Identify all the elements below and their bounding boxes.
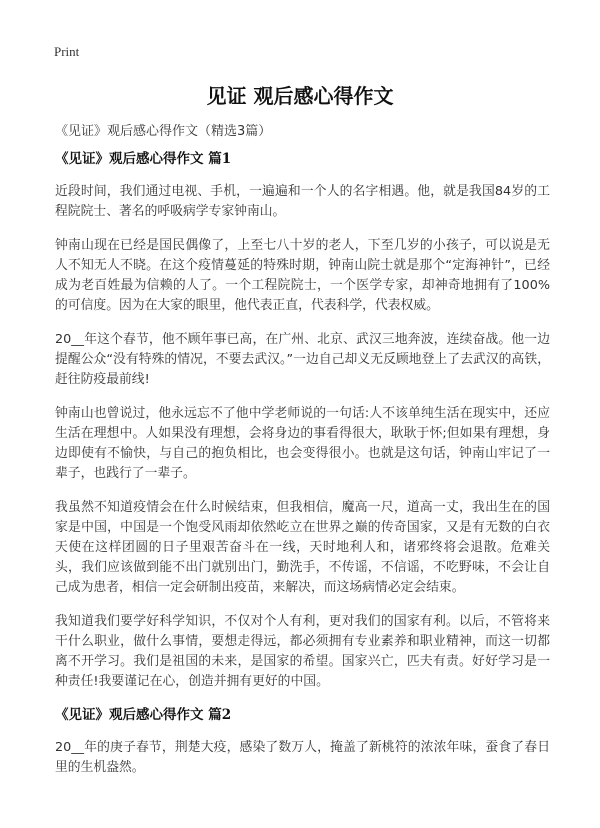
document-body bbox=[55, 150, 550, 792]
section-heading-1: 《见证》观后感心得作文 篇1 bbox=[55, 151, 232, 167]
paragraph: 20__年这个春节，他不顾年事已高，在广州、北京、武汉三地奔波，连续奋战。他一边提醒公众“没有特殊的情况，不要去武汉。”一边自己却义无反顾地登上了去武汉的高铁，赶往防疫最前线! bbox=[55, 332, 550, 387]
section-heading-2: 《见证》观后感心得作文 篇2 bbox=[55, 707, 232, 723]
paragraph: 20__年的庚子春节，荆楚大疫，感染了数万人，掩盖了新桃符的浓浓年味，蚕食了春日里的生机盎然。 bbox=[55, 740, 550, 775]
print-link[interactable]: Print bbox=[54, 44, 80, 59]
paragraph: 近段时间，我们通过电视、手机，一遍遍和一个人的名字相遇。他，就是我国84岁的工程院院士、著名的呼吸病学专家钟南山。 bbox=[55, 184, 550, 219]
paragraph: 我虽然不知道疫情会在什么时候结束，但我相信，魔高一尺，道高一丈，我出生在的国家是中国，中国是一个饱受风雨却依然屹立在世界之巅的传奇国家，又是有无数的白衣天使在这样团圆的日子里艰苦奋斗在一线，天时地利人和，诸邪终将会退散。危难关头，我们应该做到能不出门就别出门，勤洗手，不传谣，不信谣，不吃野味，不会让自己成为患者，相信一定会研制出疫苗，来解决，而这场病情必定会结束。 bbox=[55, 500, 550, 595]
paragraph: 我知道我们要学好科学知识，不仅对个人有利，更对我们的国家有利。以后，不管将来干什么职业，做什么事情，要想走得远，都必须拥有专业素养和职业精神，而这一切都离不开学习。我们是祖国的未来，是国家的希望。国家兴亡，匹夫有责。好好学习是一种责任!我要谨记在心，创造并拥有更好的中国。 bbox=[55, 614, 550, 689]
paragraph: 钟南山也曾说过，他永远忘不了他中学老师说的一句话:人不该单纯生活在现实中，还应生活在理想中。人如果没有理想，会将身边的事看得很大，耿耿于怀;但如果有理想，身边即使有不愉快，与自己的抱负相比，也会变得很小。也就是这句话，钟南山牢记了一辈子，也践行了一辈子。 bbox=[55, 406, 550, 481]
paragraph: 钟南山现在已经是国民偶像了，上至七八十岁的老人，下至几岁的小孩子，可以说是无人不知无人不晓。在这个疫情蔓延的特殊时期，钟南山院士就是那个“定海神针”，已经成为老百姓最为信赖的人了。一个工程院院士，一个医学专家，却神奇地拥有了100%的可信度。因为在大家的眼里，他代表正直，代表科学，代表权威。 bbox=[55, 238, 550, 313]
document-title: 见证 观后感心得作文 bbox=[206, 84, 394, 108]
document-subtitle: 《见证》观后感心得作文（精选3篇） bbox=[55, 124, 272, 139]
